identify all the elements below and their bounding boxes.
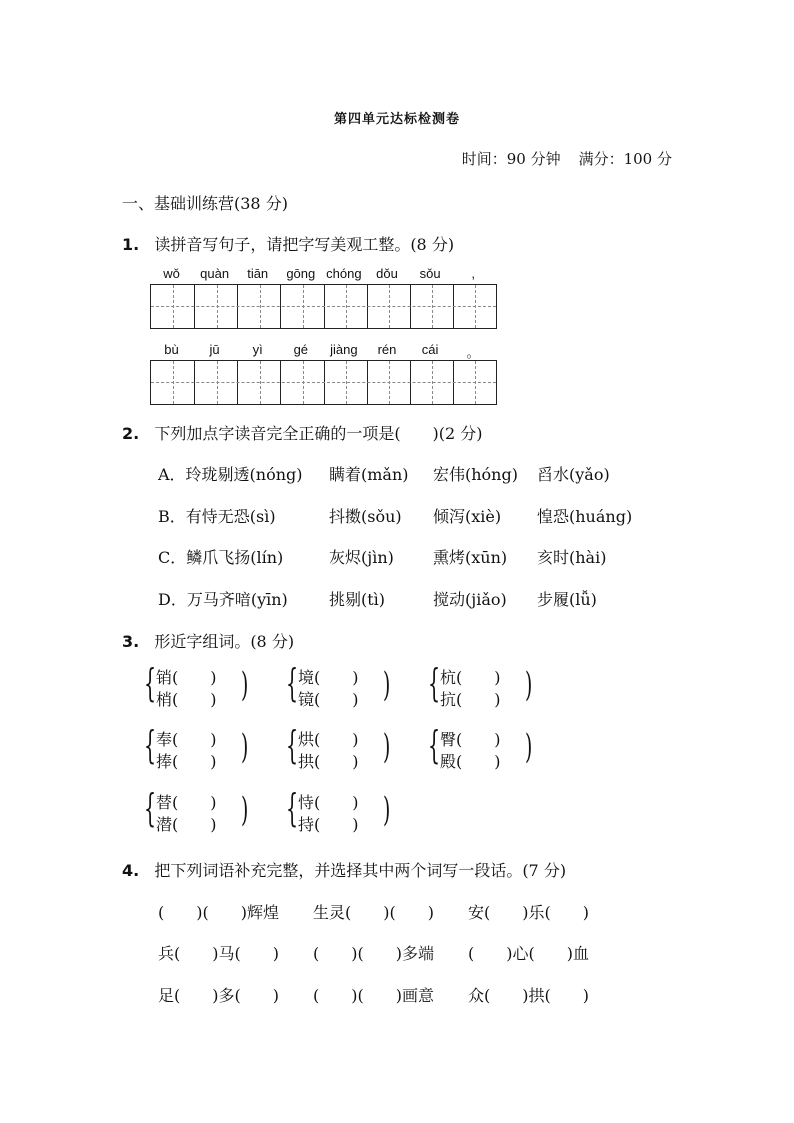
character: 镜 <box>298 690 315 709</box>
char-word-line <box>156 667 217 689</box>
option-item: 抖擞(sǒu) <box>329 507 402 526</box>
character: 殿 <box>440 752 457 771</box>
question-number: 2. <box>122 424 140 443</box>
idiom-blank[interactable]: ( )( )多端 <box>313 944 434 963</box>
pinyin-syllable: , <box>471 266 475 281</box>
right-bracket: ) <box>524 665 533 705</box>
question-4 <box>122 858 566 881</box>
answer-blank[interactable]: ( ) <box>172 752 217 771</box>
option-item: 倾泻(xiè) <box>433 507 502 526</box>
question-2 <box>122 421 483 444</box>
exam-meta <box>462 148 672 169</box>
character: 杭 <box>440 668 457 687</box>
option-label[interactable]: B．有恃无恐(sì) <box>158 507 276 526</box>
char-word-line <box>298 751 359 773</box>
idiom-blank[interactable]: 足( )多( ) <box>158 986 279 1005</box>
pinyin-syllable: tiān <box>247 266 269 281</box>
option-label[interactable]: D．万马齐喑(yīn) <box>158 590 288 609</box>
character: 销 <box>156 668 173 687</box>
idiom-blank[interactable]: 生灵( )( ) <box>313 903 434 922</box>
pinyin-syllable: sǒu <box>419 266 441 281</box>
pinyin-syllable: yì <box>252 342 263 357</box>
writing-grid-1[interactable] <box>150 284 497 329</box>
left-brace: { <box>144 661 157 705</box>
answer-blank[interactable]: ( ) <box>314 815 359 834</box>
char-word-line <box>156 689 217 711</box>
question-number: 4. <box>122 861 140 880</box>
answer-blank[interactable]: ( ) <box>456 752 501 771</box>
idiom-blank[interactable]: ( )心( )血 <box>468 944 589 963</box>
left-brace: { <box>428 723 441 767</box>
answer-blank[interactable]: ( ) <box>172 690 217 709</box>
question-number: 3. <box>122 632 140 651</box>
left-brace: { <box>286 786 299 830</box>
pinyin-syllable: gōng <box>286 266 316 281</box>
char-word-line <box>298 689 359 711</box>
right-bracket: ) <box>524 727 533 767</box>
character: 潜 <box>156 815 173 834</box>
section-heading: 一、基础训练营(38 分) <box>122 194 288 213</box>
pinyin-syllable: rén <box>377 342 397 357</box>
option-item: 亥时(hài) <box>537 548 607 567</box>
option-item: 舀水(yǎo) <box>537 465 610 484</box>
idiom-blank[interactable]: ( )( )辉煌 <box>158 903 279 922</box>
option-item: 熏烤(xūn) <box>433 548 508 567</box>
option-item: 瞒着(mǎn) <box>329 465 409 484</box>
answer-blank[interactable]: ( ) <box>456 730 501 749</box>
character: 烘 <box>298 730 315 749</box>
pinyin-syllable: dǒu <box>376 266 398 281</box>
answer-blank[interactable]: ( ) <box>314 793 359 812</box>
character: 恃 <box>298 793 315 812</box>
character: 境 <box>298 668 315 687</box>
answer-blank[interactable]: ( ) <box>456 690 501 709</box>
option-item: 灰烬(jìn) <box>329 548 394 567</box>
answer-blank[interactable]: ( ) <box>172 793 217 812</box>
time-limit: 时间：90 分钟 <box>461 150 561 168</box>
pinyin-syllable: quàn <box>200 266 230 281</box>
right-bracket: ) <box>382 790 391 830</box>
pinyin-syllable: jiàng <box>330 342 358 357</box>
question-1 <box>122 232 454 255</box>
option-item: 惶恐(huáng) <box>537 507 633 526</box>
char-word-line <box>298 729 359 751</box>
writing-grid-2[interactable] <box>150 360 497 405</box>
pinyin-syllable: wǒ <box>163 266 180 281</box>
question-number: 1. <box>122 235 140 254</box>
question-text: 把下列词语补充完整，并选择其中两个词写一段话。(7 分) <box>154 861 567 880</box>
idiom-blank[interactable]: 兵( )马( ) <box>158 944 279 963</box>
grid-guide-line <box>151 382 496 383</box>
left-brace: { <box>144 723 157 767</box>
left-brace: { <box>286 723 299 767</box>
idiom-blank[interactable]: 众( )拱( ) <box>468 986 589 1005</box>
answer-blank[interactable]: ( ) <box>314 668 359 687</box>
option-label[interactable]: A．玲珑剔透(nóng) <box>158 465 303 484</box>
option-label[interactable]: C．鳞爪飞扬(lín) <box>158 548 284 567</box>
answer-blank[interactable]: ( ) <box>172 730 217 749</box>
pinyin-syllable: chóng <box>326 266 362 281</box>
option-item: 宏伟(hóng) <box>433 465 518 484</box>
character: 拱 <box>298 752 315 771</box>
idiom-blank[interactable]: ( )( )画意 <box>313 986 434 1005</box>
character: 抗 <box>440 690 457 709</box>
char-word-line <box>298 667 359 689</box>
option-item: 挑剔(tì) <box>329 590 386 609</box>
right-bracket: ) <box>240 727 249 767</box>
char-word-line <box>440 751 501 773</box>
idiom-blank[interactable]: 安( )乐( ) <box>468 903 589 922</box>
char-word-line <box>440 689 501 711</box>
character: 臀 <box>440 730 457 749</box>
full-score: 满分：100 分 <box>578 150 672 168</box>
pinyin-syllable: 。 <box>466 345 480 360</box>
option-item: 搅动(jiǎo) <box>433 590 507 609</box>
char-word-line <box>440 729 501 751</box>
right-bracket: ) <box>240 665 249 705</box>
answer-blank[interactable]: ( ) <box>314 730 359 749</box>
right-bracket: ) <box>382 665 391 705</box>
question-text: 形近字组词。(8 分) <box>154 632 295 651</box>
option-item: 步履(lǚ) <box>537 590 597 609</box>
page-title: 第四单元达标检测卷 <box>333 112 460 127</box>
pinyin-syllable: gé <box>293 342 309 357</box>
pinyin-syllable: jū <box>209 342 220 357</box>
left-brace: { <box>286 661 299 705</box>
character: 持 <box>298 815 315 834</box>
answer-blank[interactable]: ( ) <box>456 668 501 687</box>
answer-blank[interactable]: ( ) <box>172 668 217 687</box>
character: 替 <box>156 793 173 812</box>
char-word-line <box>298 792 359 814</box>
char-word-line <box>156 792 217 814</box>
left-brace: { <box>428 661 441 705</box>
right-bracket: ) <box>382 727 391 767</box>
char-word-line <box>156 814 217 836</box>
answer-blank[interactable]: ( ) <box>314 690 359 709</box>
char-word-line <box>156 751 217 773</box>
character: 奉 <box>156 730 173 749</box>
pinyin-syllable: bù <box>164 342 179 357</box>
character: 捧 <box>156 752 173 771</box>
character: 梢 <box>156 690 173 709</box>
pinyin-syllable: cái <box>421 342 439 357</box>
char-word-line <box>156 729 217 751</box>
char-word-line <box>298 814 359 836</box>
grid-guide-line <box>151 306 496 307</box>
question-text: 读拼音写句子，请把字写美观工整。(8 分) <box>154 235 455 254</box>
question-text: 下列加点字读音完全正确的一项是( )(2 分) <box>154 424 483 443</box>
question-3 <box>122 629 294 652</box>
char-word-line <box>440 667 501 689</box>
left-brace: { <box>144 786 157 830</box>
answer-blank[interactable]: ( ) <box>172 815 217 834</box>
answer-blank[interactable]: ( ) <box>314 752 359 771</box>
right-bracket: ) <box>240 790 249 830</box>
